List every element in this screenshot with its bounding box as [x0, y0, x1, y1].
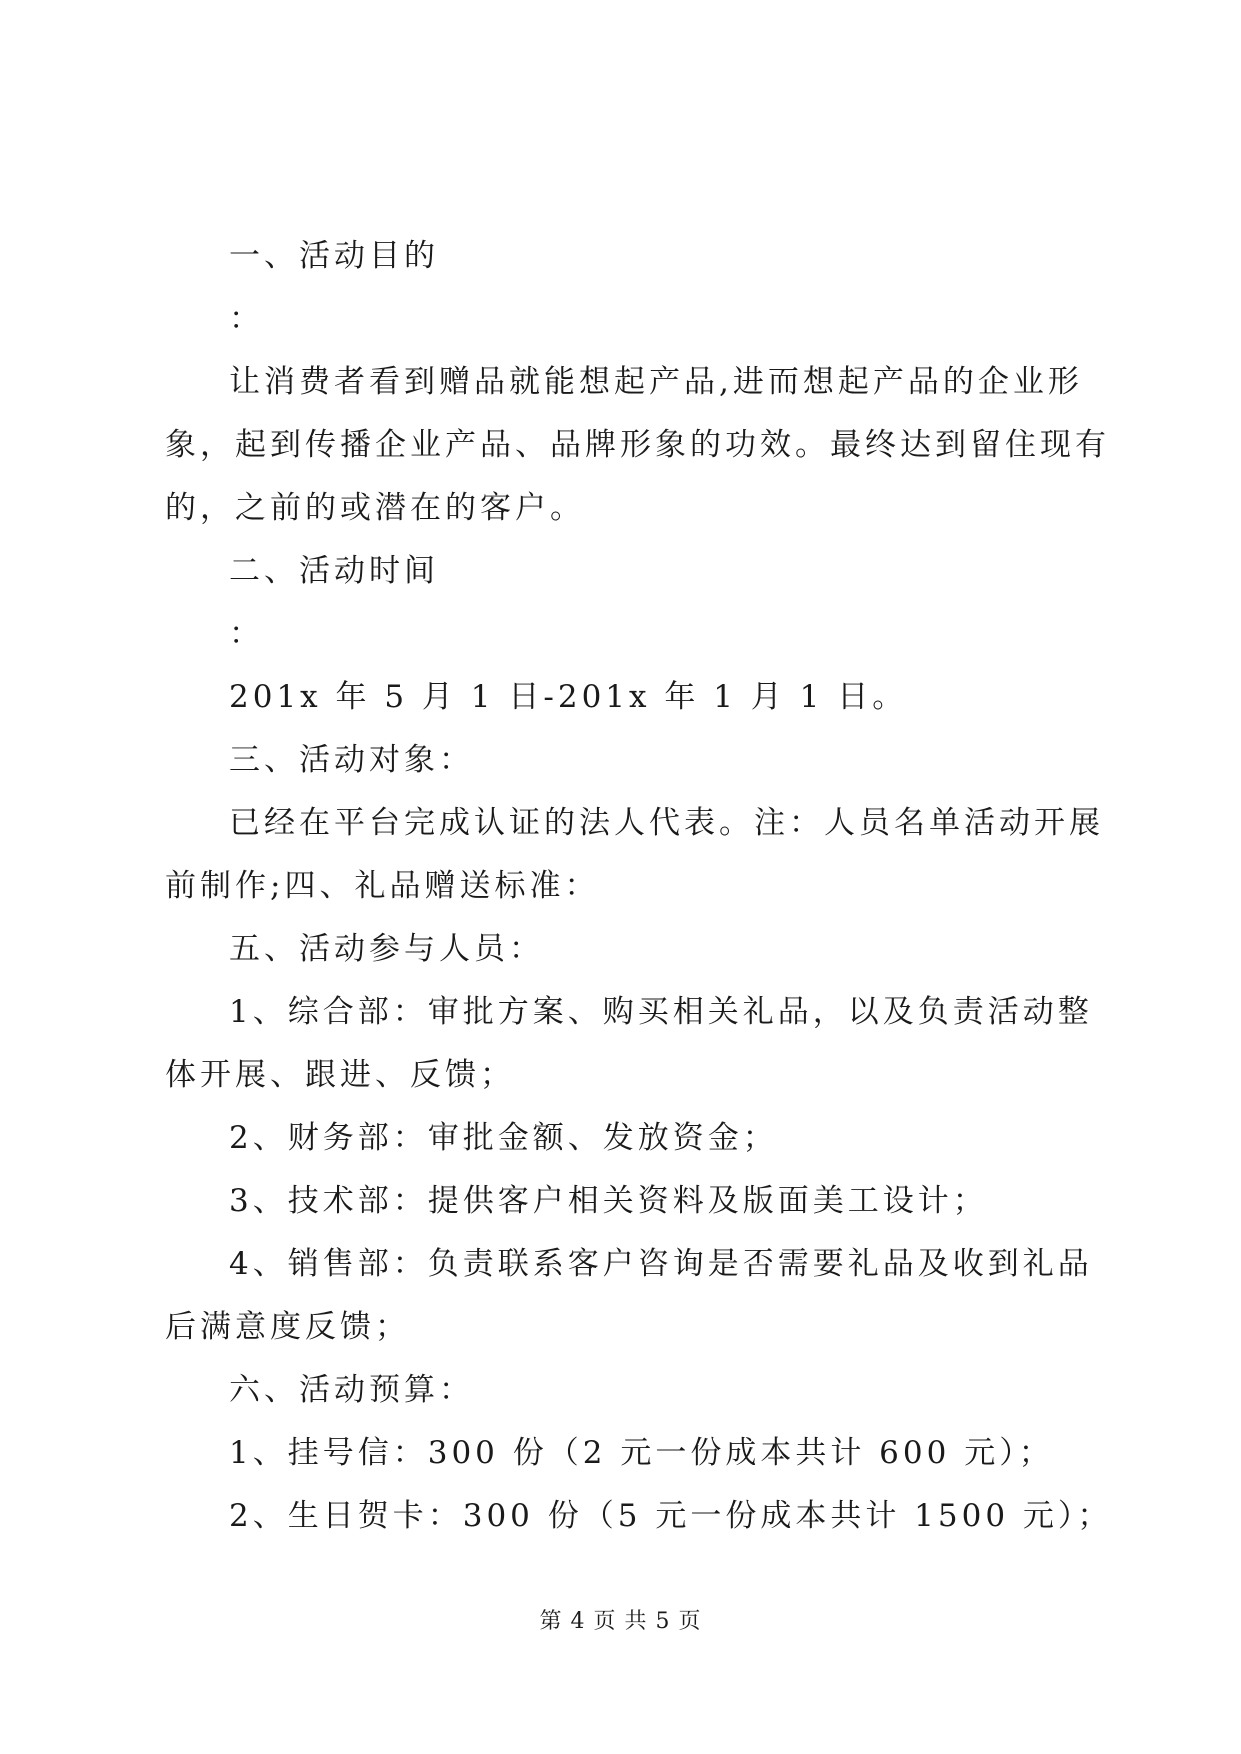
list-item-tech-dept: 3、技术部：提供客户相关资料及版面美工设计； — [229, 1183, 988, 1219]
page-number-footer: 第 4 页 共 5 页 — [539, 1609, 702, 1634]
paragraph-target: 已经在平台完成认证的法人代表。注：人员名单活动开展前制作;四、礼品赠送标准： — [165, 805, 1104, 904]
list-item-registered-letter: 1、挂号信：300 份（2 元一份成本共计 600 元）； — [229, 1435, 1054, 1471]
colon-line: ： — [229, 616, 264, 652]
list-item-birthday-card: 2、生日贺卡：300 份（5 元一份成本共计 1500 元）； — [229, 1498, 1113, 1534]
section-heading-purpose: 一、活动目的 — [229, 238, 439, 274]
paragraph-time: 201x 年 5 月 1 日-201x 年 1 月 1 日。 — [229, 679, 908, 715]
section-heading-participants: 五、活动参与人员： — [229, 931, 544, 967]
section-heading-time: 二、活动时间 — [229, 553, 439, 589]
section-heading-budget: 六、活动预算： — [229, 1372, 474, 1408]
list-item-sales-dept: 4、销售部：负责联系客户咨询是否需要礼品及收到礼品后满意度反馈； — [165, 1246, 1093, 1345]
list-item-finance-dept: 2、财务部：审批金额、发放资金； — [229, 1120, 778, 1156]
document-body — [165, 225, 1125, 1548]
section-heading-target: 三、活动对象： — [229, 742, 474, 778]
paragraph-purpose: 让消费者看到赠品就能想起产品,进而想起产品的企业形象，起到传播企业产品、品牌形象的功效。最终达到留住现有的，之前的或潜在的客户。 — [165, 364, 1110, 526]
colon-line: ： — [229, 301, 264, 337]
list-item-general-dept: 1、综合部：审批方案、购买相关礼品，以及负责活动整体开展、跟进、反馈； — [165, 994, 1093, 1093]
